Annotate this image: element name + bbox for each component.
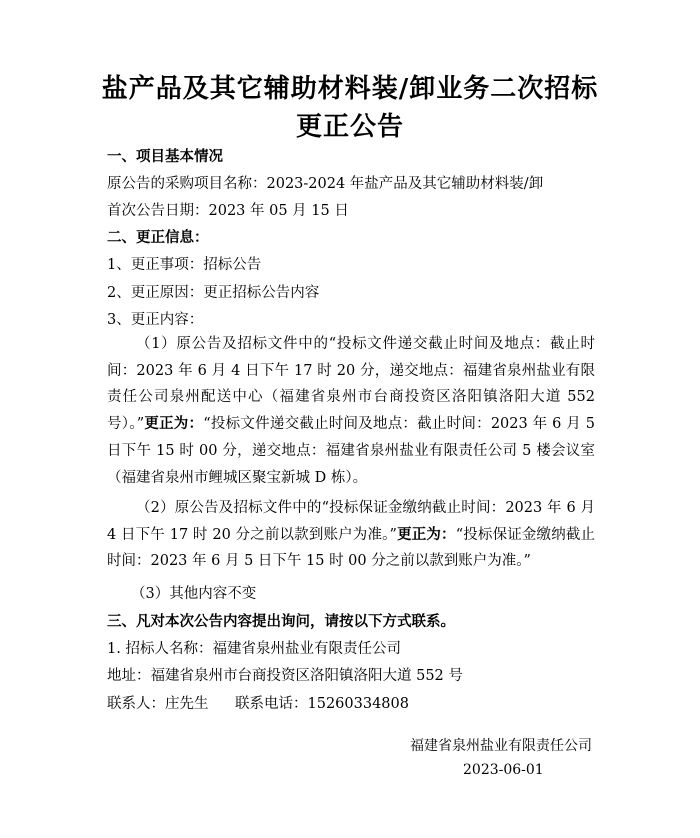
correction-2-original: （2）原公告及招标文件中的“投标保证金缴纳截止时间：2023 年 6 月 4 日下午 17 时 20 分之前以款到账户为准。”	[107, 500, 595, 543]
address: 地址：福建省泉州市台商投资区洛阳镇洛阳大道 552 号	[107, 668, 463, 684]
correction-1-corrected: “投标文件递交截止时间及地点：截止时间：2023 年 6 月 5 日下午 15 时 00 分，递交地点：福建省泉州盐业有限责任公司 5 楼会议室（福建省泉州市鲤城区聚宝新城 D 栋）。	[107, 416, 596, 486]
correction-1-original: （1）原公告及招标文件中的“投标文件递交截止时间及地点：截止时间：2023 年 6 月 4 日下午 17 时 20 分，递交地点：福建省泉州盐业有限责任公司泉州配送中心（福建省泉州市台商投资区洛阳镇洛阳大道 552 号）。”	[107, 336, 595, 433]
correction-2-corrected-label: 更正为：	[396, 525, 456, 543]
correction-2-corrected: “投标保证金缴纳截止时间：2023 年 6 月 5 日下午 15 时 00 分之前以款到账户为准。”	[107, 526, 596, 570]
project-name: 原公告的采购项目名称：2023-2024 年盐产品及其它辅助材料装/卸	[107, 176, 544, 192]
correction-item-3: 3、更正内容：	[107, 312, 204, 328]
section1-heading: 一、项目基本情况	[107, 148, 223, 165]
signature-date: 2023-06-01	[463, 762, 544, 778]
contact-phone: 联系电话：15260334808	[235, 696, 409, 712]
first-announcement-date: 首次公告日期：2023 年 05 月 15 日	[107, 203, 349, 219]
correction-paragraph-2	[107, 495, 595, 575]
correction-item-2: 2、更正原因：更正招标公告内容	[107, 285, 320, 301]
correction-paragraph-1	[107, 331, 595, 491]
title-line-1: 盐产品及其它辅助材料装/卸业务二次招标	[101, 74, 599, 104]
section2-heading: 二、更正信息：	[107, 229, 209, 246]
title-line-2: 更正公告	[295, 112, 404, 142]
tenderer-name: 1. 招标人名称：福建省泉州盐业有限责任公司	[107, 641, 401, 657]
contact-person: 联系人：庄先生	[107, 696, 209, 712]
correction-item-3-other: （3）其他内容不变	[131, 586, 257, 602]
correction-1-corrected-label: 更正为：	[144, 415, 204, 433]
correction-item-1: 1、更正事项：招标公告	[107, 257, 262, 273]
signature-company: 福建省泉州盐业有限责任公司	[410, 738, 592, 754]
section3-heading: 三、凡对本次公告内容提出询问，请按以下方式联系。	[107, 613, 455, 630]
